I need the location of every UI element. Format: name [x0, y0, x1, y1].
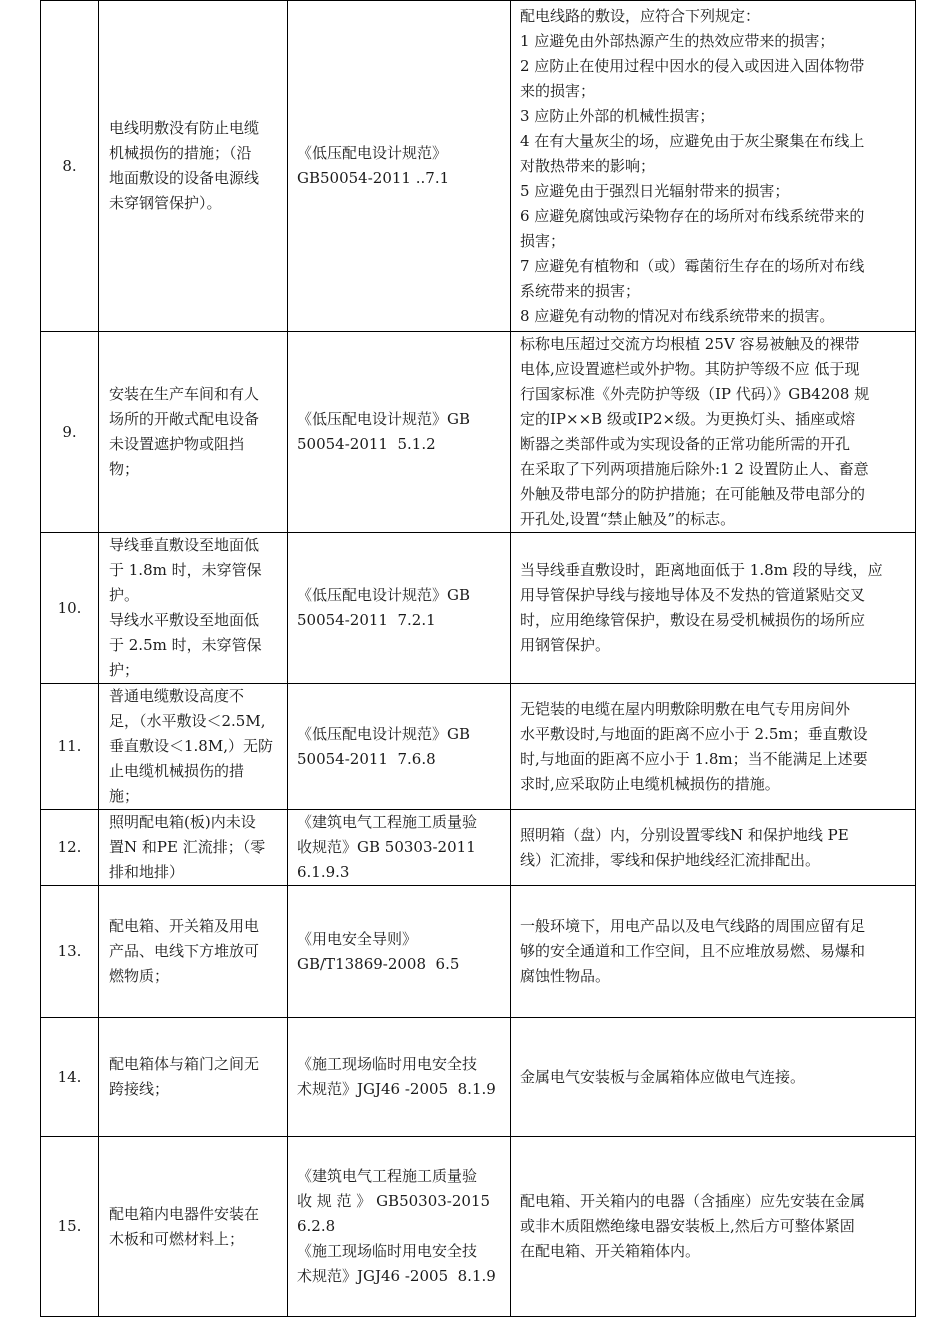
requirement-text: 金属电气安装板与金属箱体应做电气连接。: [511, 1018, 916, 1137]
inspection-table: [40, 0, 916, 1317]
row-number: 14.: [41, 1018, 99, 1137]
requirement-text: 标称电压超过交流方均根植 25V 容易被触及的裸带 电体,应设置遮栏或外护物。其防护等级不应 低于现 行国家标准《外壳防护等级（IP 代码）》GB4208 规 定的IP××B 级或IP2×级。为更换灯头、插座或熔 断器之类部件或为实现设备的正常功能所需的开孔 在采取了下列两项措施后除外:1 2 设置防止人、畜意 外触及带电部分的防护措施；在可能触及带电部分的 开孔处,设置“禁止触及”的标志。: [511, 332, 916, 533]
standard-reference: 《建筑电气工程施工质量验 收规范》GB 50303-2011 6.1.9.3: [288, 810, 511, 886]
requirement-text: 当导线垂直敷设时，距离地面低于 1.8m 段的导线，应 用导管保护导线与接地导体及不发热的管道紧贴交叉 时，应用绝缘管保护，敷设在易受机械损伤的场所应 用钢管保护。: [511, 533, 916, 684]
table-row: [41, 886, 916, 1018]
requirement-text: 照明箱（盘）内，分别设置零线N 和保护地线 PE 线）汇流排，零线和保护地线经汇流排配出。: [511, 810, 916, 886]
row-number: 9.: [41, 332, 99, 533]
issue-description: 配电箱、开关箱及用电 产品、电线下方堆放可 燃物质；: [99, 886, 288, 1018]
row-number: 10.: [41, 533, 99, 684]
issue-description: 配电箱内电器件安装在 木板和可燃材料上；: [99, 1137, 288, 1317]
standard-reference: 《低压配电设计规范》GB 50054-2011 7.6.8: [288, 684, 511, 810]
table-row: [41, 533, 916, 684]
table-row: [41, 1137, 916, 1317]
standard-reference: 《低压配电设计规范》GB 50054-2011 5.1.2: [288, 332, 511, 533]
standard-reference: 《建筑电气工程施工质量验 收 规 范 》 GB50303-2015 6.2.8 《施工现场临时用电安全技 术规范》JGJ46 -2005 8.1.9: [288, 1137, 511, 1317]
requirement-text: 配电线路的敷设，应符合下列规定： 1 应避免由外部热源产生的热效应带来的损害； 2 应防止在使用过程中因水的侵入或因进入固体物带 来的损害； 3 应防止外部的机械性损害； 4 在有大量灰尘的场，应避免由于灰尘聚集在布线上 对散热带来的影响； 5 应避免由于强烈日光辐射带来的损害； 6 应避免腐蚀或污染物存在的场所对布线系统带来的 损害； 7 应避免有植物和（或）霉菌衍生存在的场所对布线 系统带来的损害； 8 应避免有动物的情况对布线系统带来的损害。: [511, 1, 916, 332]
table-row: [41, 1, 916, 332]
row-number: 12.: [41, 810, 99, 886]
row-number: 15.: [41, 1137, 99, 1317]
issue-description: 导线垂直敷设至地面低 于 1.8m 时，未穿管保 护。 导线水平敷设至地面低 于 2.5m 时，未穿管保 护；: [99, 533, 288, 684]
issue-description: 电线明敷没有防止电缆 机械损伤的措施；（沿 地面敷设的设备电源线 未穿钢管保护）。: [99, 1, 288, 332]
standard-reference: 《低压配电设计规范》 GB50054-2011 ..7.1: [288, 1, 511, 332]
table-row: [41, 684, 916, 810]
standard-reference: 《施工现场临时用电安全技 术规范》JGJ46 -2005 8.1.9: [288, 1018, 511, 1137]
standard-reference: 《用电安全导则》 GB/T13869-2008 6.5: [288, 886, 511, 1018]
table-row: [41, 810, 916, 886]
requirement-text: 配电箱、开关箱内的电器（含插座）应先安装在金属 或非木质阻燃绝缘电器安装板上,然后方可整体紧固 在配电箱、开关箱箱体内。: [511, 1137, 916, 1317]
row-number: 11.: [41, 684, 99, 810]
row-number: 8.: [41, 1, 99, 332]
table-row: [41, 332, 916, 533]
issue-description: 安装在生产车间和有人 场所的开敞式配电设备 未设置遮护物或阻挡 物；: [99, 332, 288, 533]
standard-reference: 《低压配电设计规范》GB 50054-2011 7.2.1: [288, 533, 511, 684]
issue-description: 普通电缆敷设高度不 足，（水平敷设＜2.5M, 垂直敷设＜1.8M,）无防 止电缆机械损伤的措 施；: [99, 684, 288, 810]
table-row: [41, 1018, 916, 1137]
issue-description: 照明配电箱(板)内未设 置N 和PE 汇流排；（零 排和地排）: [99, 810, 288, 886]
row-number: 13.: [41, 886, 99, 1018]
requirement-text: 无铠装的电缆在屋内明敷除明敷在电气专用房间外 水平敷设时,与地面的距离不应小于 2.5m；垂直敷设 时,与地面的距离不应小于 1.8m；当不能满足上述要 求时,应采取防止电缆机械损伤的措施。: [511, 684, 916, 810]
requirement-text: 一般环境下，用电产品以及电气线路的周围应留有足 够的安全通道和工作空间，且不应堆放易燃、易爆和 腐蚀性物品。: [511, 886, 916, 1018]
issue-description: 配电箱体与箱门之间无 跨接线；: [99, 1018, 288, 1137]
